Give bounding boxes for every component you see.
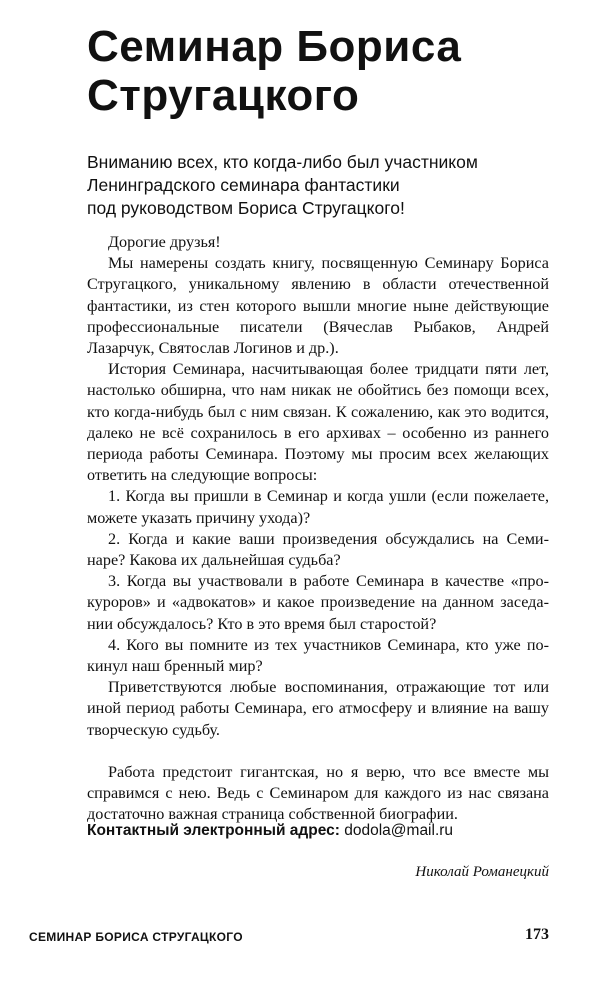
body-paragraph-4: Работа предстоит гигантская, но я верю, что все вместе мы справимся с нею. Ведь с Семинаром для каждого из нас связана достаточно важная страница собственной биографии.: [87, 762, 549, 824]
question-4: 4. Кого вы помните из тех участников Семинара, кто уже покинул наш бренный мир?: [87, 635, 549, 676]
article-title-line-1: Семинар Бориса: [87, 22, 462, 71]
article-title-line-2: Стругацкого: [87, 71, 360, 120]
question-1: 1. Когда вы пришли в Семинар и когда ушли (если пожелаете, можете указать причину ухода)?: [87, 487, 549, 527]
body-paragraph-1: Мы намерены создать книгу, посвященную Семинару Бориса Стругацкого, уникальному явлению в области отечественной фантастики, из стен которого вышли многие ныне действующие профессиональные писатели (Вячеслав Рыбаков, Андрей Лазарчук, Святослав Логинов и др.).: [87, 254, 549, 358]
question-3: 3. Когда вы участвовали в работе Семинара в качестве «прокуроров» и «адвокатов» и какое произведение на данном заседании обсуждалось? Кто в это время был старостой?: [87, 572, 549, 633]
lead-line-2: Ленинградского семинара фантастики: [87, 175, 400, 195]
article-body: [87, 232, 549, 825]
lead-line-3: под руководством Бориса Стругацкого!: [87, 198, 405, 218]
article-title: [87, 22, 567, 120]
contact-email[interactable]: dodola@mail.ru: [344, 822, 454, 839]
greeting: Дорогие друзья!: [108, 233, 221, 251]
body-paragraph-3: Приветствуются любые воспоминания, отражающие тот или иной период работы Семинара, его атмосферу и влияние на вашу творческую судьбу.: [87, 678, 549, 739]
contact-label: Контактный электронный адрес:: [87, 822, 340, 839]
lead-paragraph: [87, 151, 557, 220]
page-number: 173: [525, 926, 549, 943]
lead-line-1: Вниманию всех, кто когда-либо был участником: [87, 152, 478, 172]
contact-line: [87, 820, 549, 841]
author-signature: Николай Романецкий: [415, 864, 549, 880]
body-paragraph-2: История Семинара, насчитывающая более тридцати пяти лет, настолько обширна, что нам никак не обойтись без помощи всех, кто когда-нибудь был с ним связан. К сожалению, как это водится, далеко не всё сохранилось в его архивах – особенно из раннего периода работы Семинара. Поэтому мы просим всех желающих ответить на следующие вопросы:: [87, 360, 549, 485]
question-2: 2. Когда и какие ваши произведения обсуждались на Семинаре? Какова их дальнейшая судьба?: [87, 529, 549, 570]
running-footer-title: СЕМИНАР БОРИСА СТРУГАЦКОГО: [29, 930, 243, 944]
